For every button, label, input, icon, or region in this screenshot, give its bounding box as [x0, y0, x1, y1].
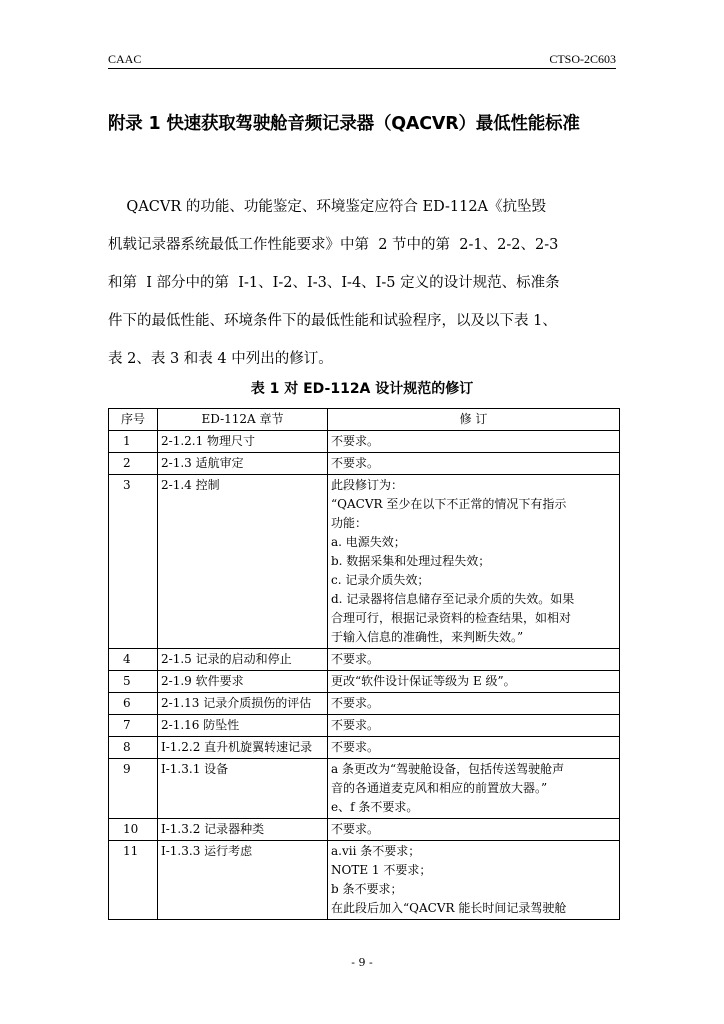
table-row: [109, 737, 620, 759]
revision-line: 合理可行，根据记录资料的检查结果，如相对: [331, 611, 572, 625]
row-revision: [328, 453, 620, 475]
row-section: 2-1.13 记录介质损伤的评估: [158, 693, 328, 715]
table-caption: 表 1 对 ED-112A 设计规范的修订: [250, 381, 474, 397]
table-row: [109, 475, 620, 649]
table-row: [109, 841, 620, 920]
paragraph-line: QACVR 的功能、功能鉴定、环境鉴定应符合 ED-112A《抗坠毁: [108, 199, 547, 215]
row-section: 2-1.9 软件要求: [158, 671, 328, 693]
table-row: [109, 715, 620, 737]
header-left: CAAC: [108, 52, 142, 66]
revision-line: a. 电源失效；: [331, 535, 406, 549]
table-row: [109, 431, 620, 453]
header-section: ED-112A 章节: [158, 409, 328, 431]
row-section: I-1.3.3 运行考虑: [158, 841, 328, 920]
row-number: 9: [109, 759, 158, 819]
row-number: 4: [109, 649, 158, 671]
header-rule: [108, 68, 616, 69]
row-section: 2-1.3 适航审定: [158, 453, 328, 475]
row-number: 5: [109, 671, 158, 693]
row-number: 8: [109, 737, 158, 759]
revision-line: e、f 条不要求。: [331, 800, 419, 814]
header-revision: 修 订: [328, 409, 620, 431]
row-revision: [328, 671, 620, 693]
revision-line: b. 数据采集和处理过程失效；: [331, 554, 491, 568]
header-no: 序号: [109, 409, 158, 431]
row-revision: [328, 759, 620, 819]
table-row: [109, 453, 620, 475]
row-section: I-1.2.2 直升机旋翼转速记录: [158, 737, 328, 759]
row-number: 6: [109, 693, 158, 715]
revision-line: a.vii 条不要求；: [331, 844, 421, 858]
row-section: 2-1.2.1 物理尺寸: [158, 431, 328, 453]
table-row: [109, 693, 620, 715]
row-number: 7: [109, 715, 158, 737]
row-number: 2: [109, 453, 158, 475]
table-row: [109, 759, 620, 819]
row-section: 2-1.16 防坠性: [158, 715, 328, 737]
table-row: [109, 671, 620, 693]
revision-table: [108, 408, 620, 920]
revision-line: 更改“软件设计保证等级为 E 级”。: [331, 674, 516, 688]
table-row: [109, 819, 620, 841]
page-number: - 9 -: [351, 956, 373, 969]
row-revision: [328, 819, 620, 841]
row-revision: [328, 431, 620, 453]
revision-line: 功能：: [331, 516, 368, 530]
revision-line: “QACVR 至少在以下不正常的情况下有指示: [331, 497, 567, 511]
paragraph-line: 表 2、表 3 和表 4 中列出的修订。: [108, 351, 333, 367]
body-paragraph: [108, 188, 618, 378]
row-number: 1: [109, 431, 158, 453]
row-revision: [328, 737, 620, 759]
revision-line: 不要求。: [331, 740, 380, 754]
revision-line: 音的各通道麦克风和相应的前置放大器。”: [331, 781, 548, 795]
table-header-row: [109, 409, 620, 431]
revision-line: a 条更改为“驾驶舱设备，包括传送驾驶舱声: [331, 762, 565, 776]
row-number: 3: [109, 475, 158, 649]
revision-line: 不要求。: [331, 718, 380, 732]
revision-line: 不要求。: [331, 434, 380, 448]
revision-line: d. 记录器将信息储存至记录介质的失效。如果: [331, 592, 575, 606]
page-title: 附录 1 快速获取驾驶舱音频记录器（QACVR）最低性能标准: [108, 114, 580, 134]
revision-line: c. 记录介质失效；: [331, 573, 430, 587]
row-section: I-1.3.2 记录器种类: [158, 819, 328, 841]
row-revision: [328, 649, 620, 671]
revision-line: 不要求。: [331, 696, 380, 710]
paragraph-line: 机载记录器系统最低工作性能要求》中第 2 节中的第 2-1、2-2、2-3: [108, 237, 559, 253]
paragraph-line: 和第 I 部分中的第 I-1、I-2、I-3、I-4、I-5 定义的设计规范、标准条: [108, 275, 560, 291]
row-section: 2-1.4 控制: [158, 475, 328, 649]
revision-line: 于输入信息的准确性，来判断失效。”: [331, 630, 524, 644]
row-section: 2-1.5 记录的启动和停止: [158, 649, 328, 671]
revision-line: 不要求。: [331, 822, 380, 836]
table-row: [109, 649, 620, 671]
revision-line: NOTE 1 不要求；: [331, 863, 432, 877]
revision-line: 不要求。: [331, 652, 380, 666]
revision-line: b 条不要求；: [331, 882, 403, 896]
row-revision: [328, 841, 620, 920]
row-number: 10: [109, 819, 158, 841]
row-revision: [328, 693, 620, 715]
header-right: CTSO-2C603: [549, 52, 616, 66]
row-section: I-1.3.1 设备: [158, 759, 328, 819]
revision-line: 此段修订为：: [331, 478, 404, 492]
paragraph-line: 件下的最低性能、环境条件下的最低性能和试验程序，以及以下表 1、: [108, 313, 557, 329]
revision-line: 在此段后加入“QACVR 能长时间记录驾驶舱: [331, 901, 567, 915]
row-number: 11: [109, 841, 158, 920]
row-revision: [328, 715, 620, 737]
row-revision: [328, 475, 620, 649]
revision-line: 不要求。: [331, 456, 380, 470]
